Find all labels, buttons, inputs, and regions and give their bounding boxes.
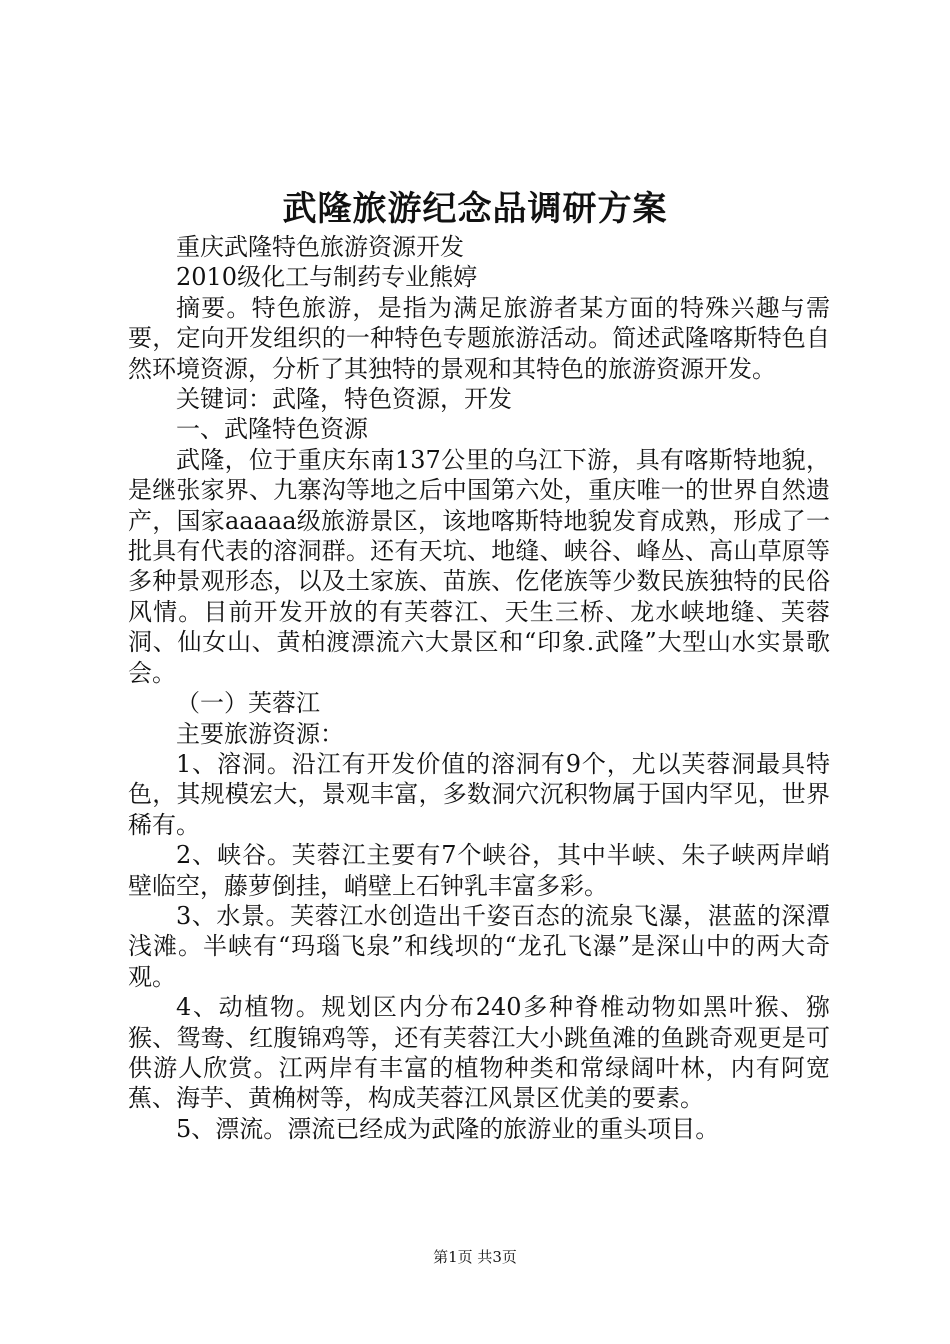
list-item: 3、水景。芙蓉江水创造出千姿百态的流泉飞瀑，湛蓝的深潭浅滩。半峡有“玛瑙飞泉”和线坝的“龙孔飞瀑”是深山中的两大奇观。 — [128, 901, 830, 991]
document-title: 武隆旅游纪念品调研方案 — [282, 189, 668, 229]
section-heading: 一、武隆特色资源 — [176, 415, 368, 444]
abstract-paragraph: 摘要。特色旅游，是指为满足旅游者某方面的特殊兴趣与需要，定向开发组织的一种特色专题旅游活动。简述武隆喀斯特色自然环境资源，分析了其独特的景观和其特色的旅游资源开发。 — [128, 293, 830, 383]
list-item: 5、漂流。漂流已经成为武隆的旅游业的重头项目。 — [176, 1114, 720, 1143]
body-paragraph: 武隆，位于重庆东南137公里的乌江下游，具有喀斯特地貌，是继张家界、九寨沟等地之后中国第六处，重庆唯一的世界自然遗产，国家aaaaa级旅游景区，该地喀斯特地貌发育成熟，形成了一批具有代表的溶洞群。还有天坑、地缝、峡谷、峰丛、高山草原等多种景观形态，以及土家族、苗族、仡佬族等少数民族独特的民俗风情。目前开发开放的有芙蓉江、天生三桥、龙水峡地缝、芙蓉洞、仙女山、黄柏渡漂流六大景区和“印象.武隆”大型山水实景歌会。 — [128, 445, 830, 687]
subsection-heading: （一）芙蓉江 — [176, 689, 320, 718]
list-item: 2、峡谷。芙蓉江主要有7个峡谷，其中半峡、朱子峡两岸峭壁临空，藤萝倒挂，峭壁上石钟乳丰富多彩。 — [128, 841, 830, 900]
keywords-paragraph: 关键词：武隆，特色资源，开发 — [176, 385, 512, 414]
author-paragraph: 2010级化工与制药专业熊婷 — [176, 263, 478, 292]
document-body — [128, 232, 830, 1144]
body-paragraph: 主要旅游资源： — [176, 719, 344, 748]
subtitle-paragraph: 重庆武隆特色旅游资源开发 — [176, 233, 464, 261]
list-item: 4、动植物。规划区内分布240多种脊椎动物如黑叶猴、猕猴、鸳鸯、红腹锦鸡等，还有芙蓉江大小跳鱼滩的鱼跳奇观更是可供游人欣赏。江两岸有丰富的植物种类和常绿阔叶林，内有阿宽蕉、海芋、黄桷树等，构成芙蓉江风景区优美的要素。 — [128, 993, 830, 1113]
page-footer: 第1页 共3页 — [433, 1248, 517, 1266]
list-item: 1、溶洞。沿江有开发价值的溶洞有9个，尤以芙蓉洞最具特色，其规模宏大，景观丰富，多数洞穴沉积物属于国内罕见，世界稀有。 — [128, 749, 830, 839]
